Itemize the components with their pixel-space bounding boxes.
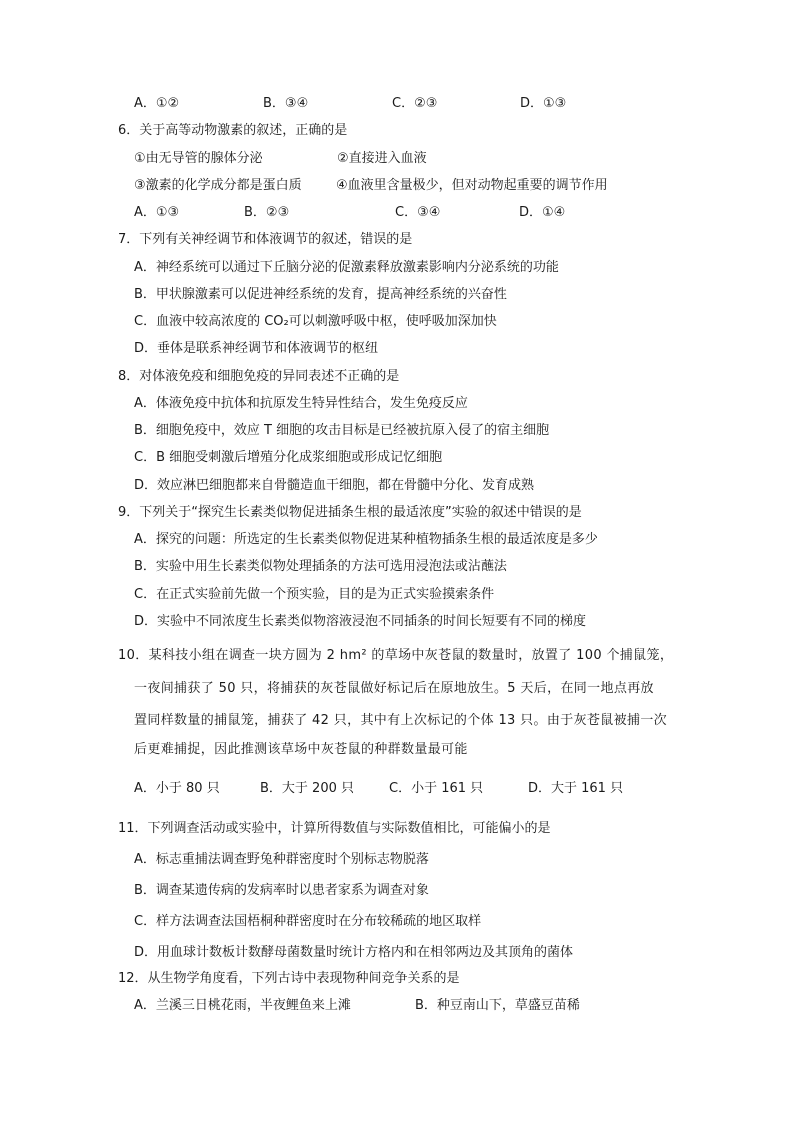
- q10-options: [134, 780, 694, 798]
- q5-option-d: D．①③: [520, 96, 567, 111]
- q5-option-a: A．①②: [134, 96, 180, 111]
- q6-statement-3: ③激素的化学成分都是蛋白质: [134, 178, 302, 193]
- q11-option-c: C．样方法调查法国梧桐种群密度时在分布较稀疏的地区取样: [134, 914, 482, 929]
- q7-stem: 7．下列有关神经调节和体液调节的叙述，错误的是: [118, 232, 413, 247]
- q10-option-a: A．小于 80 只: [134, 781, 220, 796]
- q12-option-b: B．种豆南山下，草盛豆苗稀: [415, 998, 580, 1013]
- q11-option-b: B．调查某遗传病的发病率时以患者家系为调查对象: [134, 883, 429, 898]
- q10-option-b: B．大于 200 只: [260, 781, 354, 796]
- q6-option-c: C．③④: [395, 205, 441, 220]
- q6-option-b: B．②③: [244, 205, 290, 220]
- q8-option-d: D．效应淋巴细胞都来自骨髓造血干细胞，都在骨髓中分化、发育成熟: [134, 478, 535, 493]
- q9-option-d: D．实验中不同浓度生长素类似物溶液浸泡不同插条的时间长短要有不同的梯度: [134, 614, 587, 629]
- q10-line-1: 10．某科技小组在调查一块方圆为 2 hm² 的草场中灰苍鼠的数量时，放置了 100 个捕鼠笼，: [118, 648, 674, 663]
- q12-stem: 12．从生物学角度看，下列古诗中表现物种间竞争关系的是: [118, 971, 460, 986]
- q8-option-b: B．细胞免疫中，效应 T 细胞的攻击目标是已经被抗原入侵了的宿主细胞: [134, 423, 550, 438]
- q11-option-a: A．标志重捕法调查野兔种群密度时个别标志物脱落: [134, 852, 429, 867]
- q6-options: [134, 204, 694, 222]
- q10-line-3: 置同样数量的捕鼠笼，捕获了 42 只，其中有上次标记的个体 13 只。由于灰苍鼠被捕一次: [134, 713, 668, 728]
- q6-option-d: D．①④: [519, 205, 566, 220]
- q7-option-b: B．甲状腺激素可以促进神经系统的发育，提高神经系统的兴奋性: [134, 287, 507, 302]
- q8-option-c: C．B 细胞受刺激后增殖分化成浆细胞或形成记忆细胞: [134, 450, 443, 465]
- q10-line-2: 一夜间捕获了 50 只，将捕获的灰苍鼠做好标记后在原地放生。5 天后，在同一地点再放: [134, 681, 654, 696]
- q11-stem: 11．下列调查活动或实验中，计算所得数值与实际数值相比，可能偏小的是: [118, 821, 551, 836]
- q6-statement-1: ①由无导管的腺体分泌: [134, 151, 263, 166]
- q12-option-a: A．兰溪三日桃花雨，半夜鲤鱼来上滩: [134, 998, 351, 1013]
- q7-option-c: C．血液中较高浓度的 CO₂可以刺激呼吸中枢，使呼吸加深加快: [134, 314, 497, 329]
- q10-option-d: D．大于 161 只: [528, 781, 624, 796]
- q6-statement-4: ④血液里含量极少，但对动物起重要的调节作用: [336, 178, 608, 193]
- q6-stem: 6．关于高等动物激素的叙述，正确的是: [118, 123, 348, 138]
- q5-options: [134, 95, 694, 113]
- q8-stem: 8．对体液免疫和细胞免疫的异同表述不正确的是: [118, 369, 400, 384]
- q10-line-4: 后更难捕捉，因此推测该草场中灰苍鼠的种群数量最可能: [134, 742, 468, 757]
- q8-option-a: A．体液免疫中抗体和抗原发生特异性结合，发生免疫反应: [134, 396, 468, 411]
- q9-option-b: B．实验中用生长素类似物处理插条的方法可选用浸泡法或沾蘸法: [134, 559, 507, 574]
- q5-option-b: B．③④: [263, 96, 309, 111]
- q9-stem: 9．下列关于“探究生长素类似物促进插条生根的最适浓度”实验的叙述中错误的是: [118, 505, 582, 520]
- q5-option-c: C．②③: [392, 96, 438, 111]
- q9-option-c: C．在正式实验前先做一个预实验，目的是为正式实验摸索条件: [134, 587, 495, 602]
- q9-option-a: A．探究的问题：所选定的生长素类似物促进某种植物插条生根的最适浓度是多少: [134, 532, 598, 547]
- q11-option-d: D．用血球计数板计数酵母菌数量时统计方格内和在相邻两边及其顶角的菌体: [134, 945, 574, 960]
- q7-option-a: A．神经系统可以通过下丘脑分泌的促激素释放激素影响内分泌系统的功能: [134, 260, 559, 275]
- q6-option-a: A．①③: [134, 205, 180, 220]
- q7-option-d: D．垂体是联系神经调节和体液调节的枢纽: [134, 341, 379, 356]
- q6-statement-2: ②直接进入血液: [337, 151, 427, 166]
- q10-option-c: C．小于 161 只: [389, 781, 484, 796]
